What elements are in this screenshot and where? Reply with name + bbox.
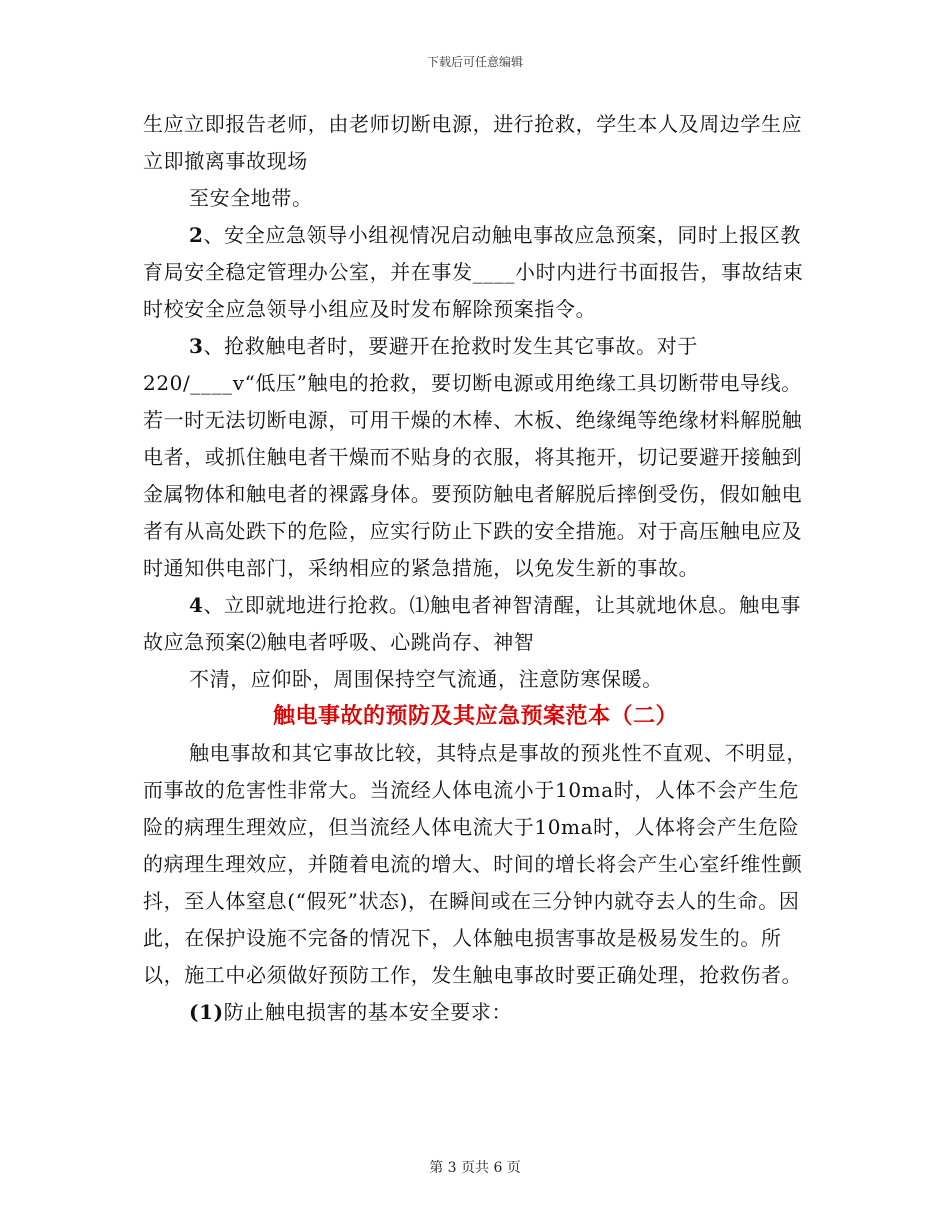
paragraph-6: 不清，应仰卧，周围保持空气流通，注意防寒保暖。 [189, 667, 663, 691]
item-number-4: 4 [189, 593, 204, 617]
paragraph-3 [143, 217, 808, 328]
paragraph-5-text: 、立即就地进行抢救。⑴触电者神智清醒，让其就地休息。触电事故应急预案⑵触电者呼吸、心跳尚存、神智 [143, 593, 801, 654]
paragraph-8-text: 防止触电损害的基本安全要求： [223, 1000, 513, 1024]
document-body [143, 106, 808, 1031]
item-number-2: 2 [189, 223, 204, 247]
page-header: 下载后可任意编辑 [426, 55, 523, 69]
paragraph-7: 触电事故和其它事故比较，其特点是事故的预兆性不直观、不明显，而事故的危害性非常大。当流经人体电流小于10ma时，人体不会产生危险的病理生理效应，但当流经人体电流大于10ma时，人体将会产生危险的病理生理效应，并随着电流的增大、时间的增长将会产生心室纤维性颤抖，至人体窒息(“假死”状态)，在瞬间或在三分钟内就夺去人的生命。因此，在保护设施不完备的情况下，人体触电损害事故是极易发生的。所以，施工中必须做好预防工作，发生触电事故时要正确处理，抢救伤者。 [143, 741, 807, 987]
item-number-1: (1) [189, 1000, 224, 1024]
paragraph-1: 生应立即报告老师，由老师切断电源，进行抢救，学生本人及周边学生应立即撤离事故现场 [143, 112, 803, 173]
paragraph-2: 至安全地带。 [189, 186, 313, 210]
page-footer: 第 3 页共 6 页 [429, 1160, 521, 1176]
paragraph-8 [143, 994, 808, 1031]
paragraph-3-text: 、安全应急领导小组视情况启动触电事故应急预案，同时上报区教育局安全稳定管理办公室，并在事发____小时内进行书面报告，事故结束时校安全应急领导小组应及时发布解除预案指令。 [143, 223, 804, 321]
paragraph-4-text: 、抢救触电者时，要避开在抢救时发生其它事故。对于220/____v“低压”触电的抢救，要切断电源或用绝缘工具切断带电导线。若一时无法切断电源，可用干燥的木棒、木板、绝缘绳等绝缘材料解脱触电者，或抓住触电者干燥而不贴身的衣服，将其拖开，切记要避开接触到金属物体和触电者的裸露身体。要预防触电者解脱后摔倒受伤，假如触电者有从高处跌下的危险，应实行防止下跌的安全措施。对于高压触电应及时通知供电部门，采纳相应的紧急措施，以免发生新的事故。 [143, 334, 803, 580]
item-number-3: 3 [189, 334, 204, 358]
section-title: 触电事故的预防及其应急预案范本（二） [272, 703, 678, 729]
paragraph-4 [143, 328, 808, 587]
paragraph-5 [143, 587, 808, 661]
